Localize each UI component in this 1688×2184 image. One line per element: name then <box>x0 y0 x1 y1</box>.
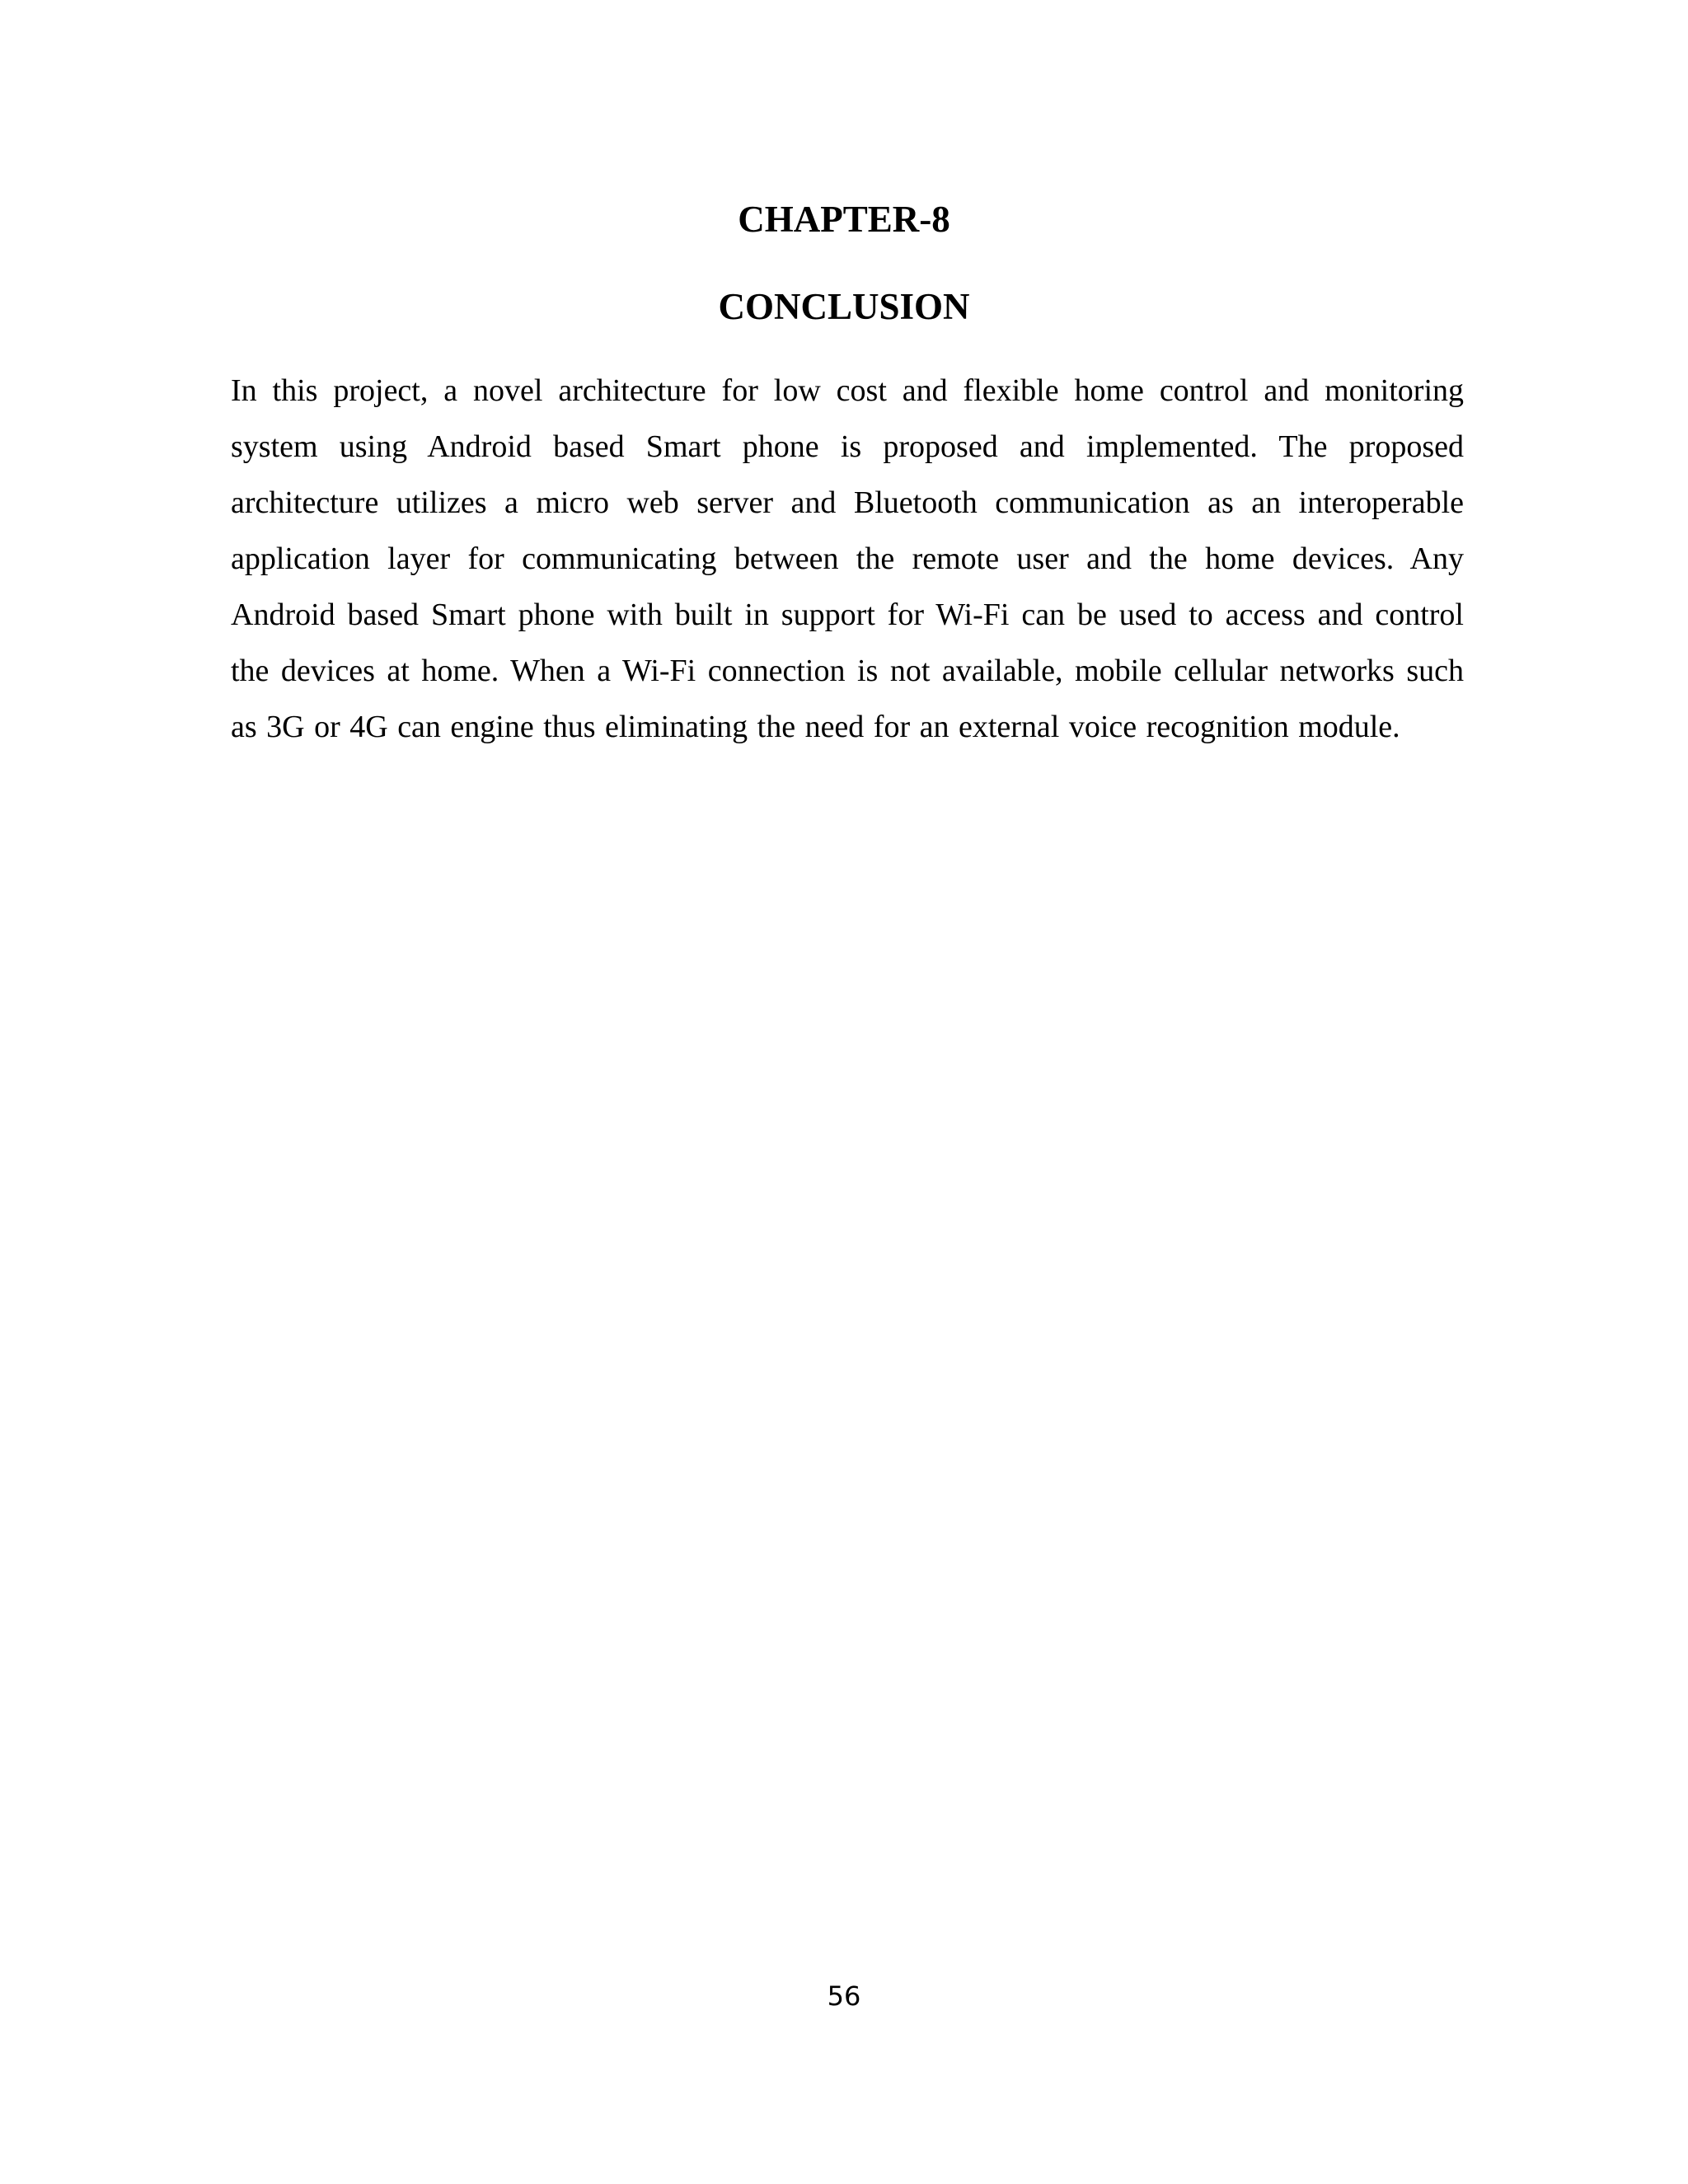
chapter-title-heading: CONCLUSION <box>718 286 970 327</box>
chapter-number-heading: CHAPTER-8 <box>738 199 950 240</box>
page-number: 56 <box>827 1980 861 2012</box>
conclusion-paragraph: In this project, a novel architecture for low cost and flexible home control and monitoring system using Android based Smart phone is proposed and implemented. The proposed architecture utilizes a micro web server and Bluetooth communication as an interoperable application layer for communicating between the remote user and the home devices. Any Android based Smart phone with built in support for Wi-Fi can be used to access and control the devices at home. When a Wi-Fi connection is not available, mobile cellular networks such as 3G or 4G can engine thus eliminating the need for an external voice recognition module. <box>231 373 1464 744</box>
